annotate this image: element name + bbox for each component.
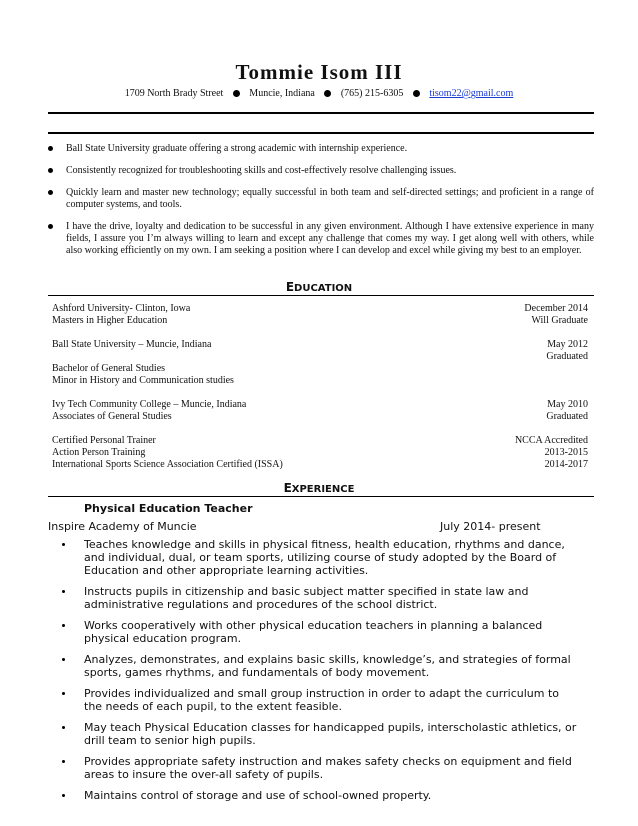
education-row: Ivy Tech Community College – Muncie, Indiana May 2010 <box>52 399 588 410</box>
header-divider-bottom <box>48 132 594 134</box>
separator-dot-icon <box>324 90 331 97</box>
bullet-icon <box>62 543 65 546</box>
address: 1709 North Brady Street <box>124 88 224 99</box>
duty-item: Instructs pupils in citizenship and basic subject matter specified in state law and administrative regulations and procedures of the school district. <box>60 585 580 611</box>
summary-item: Quickly learn and master new technology; equally successful in both team and self-directed settings; and proficient in a range of computer systems, and tools. <box>48 187 594 211</box>
education-row: Bachelor of General Studies <box>52 363 166 374</box>
duty-item: May teach Physical Education classes for handicapped pupils, interscholastic athletics, or drill team to senior high pupils. <box>60 721 580 747</box>
email-link[interactable]: tisom22@gmail.com <box>429 88 514 99</box>
education-heading: EDUCATION <box>285 280 353 294</box>
education-divider <box>48 295 594 296</box>
bullet-icon <box>48 168 53 173</box>
education-row <box>52 423 588 435</box>
education-row: Certified Personal Trainer NCCA Accredited <box>52 435 588 446</box>
bullet-icon <box>62 658 65 661</box>
bullet-icon <box>48 146 53 151</box>
education-row: Associates of General Studies Graduated <box>52 411 588 422</box>
education-row: Minor in History and Communication studies <box>52 375 234 386</box>
summary-list <box>48 143 594 267</box>
contact-line <box>0 88 638 99</box>
bullet-icon <box>62 760 65 763</box>
duty-item: Analyzes, demonstrates, and explains basic skills, knowledge’s, and strategies of formal sports, games rhythms, and fundamentals of body movement. <box>60 653 580 679</box>
employer: Inspire Academy of Muncie <box>48 520 197 533</box>
duties-list <box>60 538 580 810</box>
candidate-name: Tommie Isom III <box>235 60 403 84</box>
duty-item: Provides appropriate safety instruction and makes safety checks on equipment and field areas to insure the over-all safety of pupils. <box>60 755 580 781</box>
bullet-icon <box>62 590 65 593</box>
separator-dot-icon <box>413 90 420 97</box>
separator-dot-icon <box>233 90 240 97</box>
header-divider-top <box>48 112 594 114</box>
bullet-icon <box>48 224 53 229</box>
summary-item: I have the drive, loyalty and dedication to be successful in any given environment. Although I have extensive experience in many fields, I assure you I’m always willing to learn and except any challenge that comes my way. I get along well with others, while also working efficiently on my own. I am seeking a position where I can develop and excel while giving my best to an employer. <box>48 221 594 257</box>
education-row: Masters in Higher Education Will Graduate <box>52 315 588 326</box>
education-row: Ashford University- Clinton, Iowa December 2014 <box>52 303 588 314</box>
summary-item: Consistently recognized for troubleshooting skills and cost-effectively resolve challenging issues. <box>48 165 594 177</box>
bullet-icon <box>62 794 65 797</box>
job-title: Physical Education Teacher <box>84 502 253 515</box>
duty-item: Maintains control of storage and use of school-owned property. <box>60 789 580 802</box>
bullet-icon <box>48 190 53 195</box>
duty-item: Works cooperatively with other physical education teachers in planning a balanced physical education program. <box>60 619 580 645</box>
city: Muncie, Indiana <box>249 88 315 99</box>
education-table <box>52 303 588 471</box>
duty-item: Teaches knowledge and skills in physical fitness, health education, rhythms and dance, and individual, dual, or team sports, utilizing course of study adopted by the Board of Education and other appropriate learning activities. <box>60 538 580 577</box>
phone: (765) 215-6305 <box>340 88 404 99</box>
experience-heading: EXPERIENCE <box>283 481 355 495</box>
education-row <box>52 327 588 339</box>
bullet-icon <box>62 692 65 695</box>
education-row <box>52 387 588 399</box>
education-row: International Sports Science Association Certified (ISSA) 2014-2017 <box>52 459 588 470</box>
bullet-icon <box>62 624 65 627</box>
education-row: Ball State University – Muncie, Indiana May 2012 <box>52 339 588 350</box>
summary-item: Ball State University graduate offering a strong academic with internship experience. <box>48 143 594 155</box>
bullet-icon <box>62 726 65 729</box>
education-row: Graduated <box>546 351 588 362</box>
duty-item: Provides individualized and small group instruction in order to adapt the curriculum to the needs of each pupil, to the extent feasible. <box>60 687 580 713</box>
experience-divider <box>48 496 594 497</box>
education-row: Action Person Training 2013-2015 <box>52 447 588 458</box>
job-dates: July 2014- present <box>440 520 541 533</box>
